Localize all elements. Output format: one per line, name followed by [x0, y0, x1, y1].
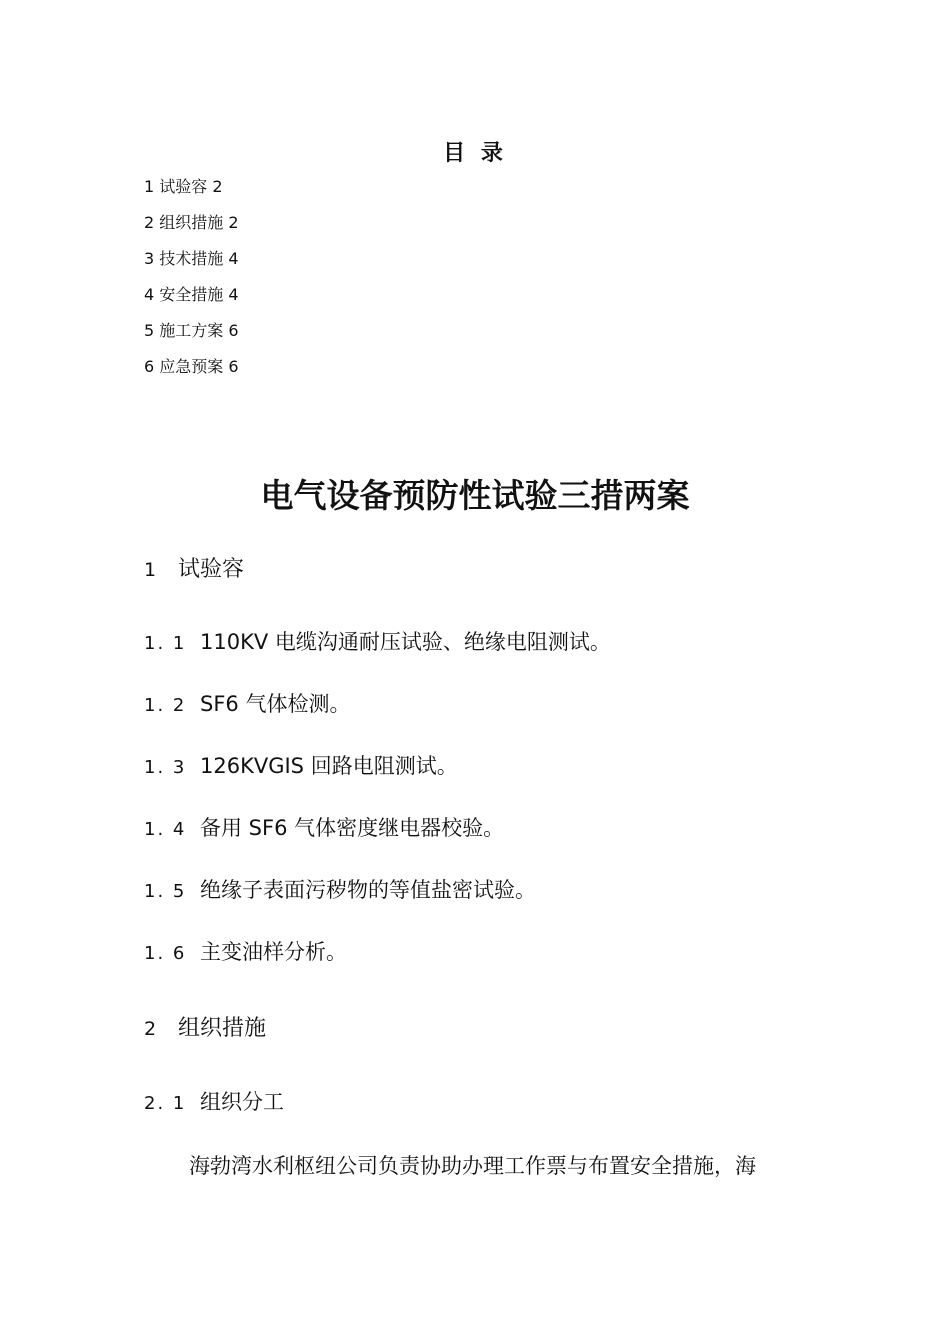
- toc-title: 目 录: [443, 141, 507, 166]
- section-title: 组织措施: [178, 1016, 267, 1041]
- toc-item[interactable]: 6 应急预案 6: [144, 357, 239, 376]
- item-text: 110KV 电缆沟通耐压试验、绝缘电阻测试。: [200, 630, 611, 654]
- body-paragraph: 海勃湾水利枢纽公司负责协助办理工作票与布置安全措施，海: [189, 1154, 756, 1178]
- list-item: [144, 688, 350, 718]
- subsection-title: 组织分工: [200, 1090, 284, 1114]
- section-heading: [144, 552, 244, 583]
- toc-item[interactable]: 4 安全措施 4: [144, 285, 239, 304]
- section-number: 1: [144, 559, 157, 581]
- item-number: 1. 1: [144, 633, 187, 654]
- item-text: 126KVGIS 回路电阻测试。: [200, 754, 458, 778]
- subsection-number: 2. 1: [144, 1093, 187, 1114]
- section-heading: [144, 1011, 266, 1042]
- list-item: [144, 626, 611, 656]
- toc-list: [144, 176, 239, 392]
- list-item: [144, 750, 458, 780]
- toc-item[interactable]: 2 组织措施 2: [144, 213, 239, 232]
- item-number: 1. 2: [144, 695, 187, 716]
- toc-item[interactable]: 1 试验容 2: [144, 177, 223, 196]
- toc-item[interactable]: 3 技术措施 4: [144, 249, 239, 268]
- section-title: 试验容: [178, 557, 245, 582]
- document-title: 电气设备预防性试验三措两案: [260, 476, 690, 515]
- item-number: 1. 6: [144, 943, 187, 964]
- item-number: 1. 3: [144, 757, 187, 778]
- subsection-heading: [144, 1086, 284, 1116]
- item-text: 主变油样分析。: [200, 940, 347, 964]
- section-number: 2: [144, 1018, 157, 1040]
- list-item: [144, 812, 504, 842]
- item-number: 1. 4: [144, 819, 187, 840]
- item-text: SF6 气体检测。: [200, 692, 351, 716]
- item-text: 绝缘子表面污秽物的等值盐密试验。: [200, 878, 536, 902]
- item-text: 备用 SF6 气体密度继电器校验。: [200, 816, 505, 840]
- list-item: [144, 936, 347, 966]
- toc-item[interactable]: 5 施工方案 6: [144, 321, 239, 340]
- item-number: 1. 5: [144, 881, 187, 902]
- list-item: [144, 874, 536, 904]
